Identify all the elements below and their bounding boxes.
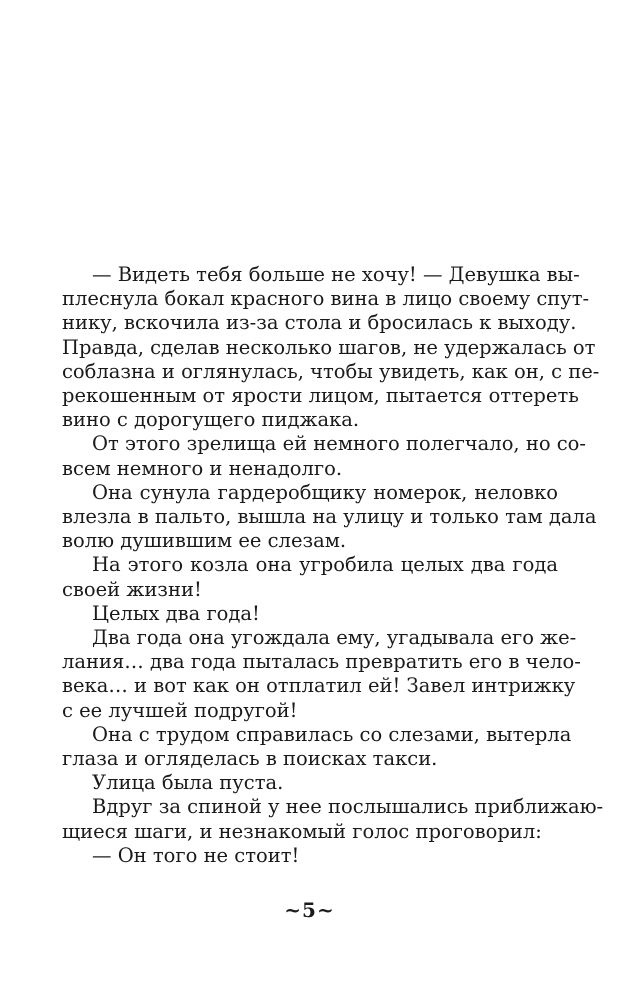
text-line: Она с трудом справилась со слезами, вытерла (92, 722, 572, 746)
text-line: своей жизни! (62, 577, 202, 601)
paragraph (62, 844, 558, 868)
paragraph (62, 771, 558, 795)
text-line: века… и вот как он отплатил ей! Завел интрижку (62, 674, 576, 698)
body-text (62, 263, 604, 868)
paragraph (62, 626, 581, 723)
text-line: волю душившим ее слезам. (62, 529, 347, 553)
text-line: глаза и огляделась в поисках такси. (62, 747, 438, 771)
text-line: Правда, сделав несколько шагов, не удержалась от (62, 335, 596, 359)
text-line: Она сунула гардеробщику номерок, неловко (92, 480, 558, 504)
paragraph (62, 602, 558, 626)
text-line: Улица была пуста. (92, 771, 284, 795)
text-line: На этого козла она угробила целых два года (92, 553, 558, 577)
text-line: Целых два года! (92, 601, 260, 625)
paragraph (62, 432, 587, 480)
paragraph (62, 795, 604, 843)
text-line: рекошенным от ярости лицом, пытается оттереть (62, 384, 579, 408)
paragraph (62, 263, 600, 432)
text-line: — Он того не стоит! (92, 843, 300, 867)
paragraph (62, 553, 558, 601)
text-line: влезла в пальто, вышла на улицу и только там дала (62, 505, 597, 529)
text-line: щиеся шаги, и незнакомый голос проговорил: (62, 819, 542, 843)
text-line: вино с дорогущего пиджака. (62, 408, 360, 432)
text-line: плеснула бокал красного вина в лицо своему спут- (62, 287, 590, 311)
text-line: Два года она угождала ему, угадывала его же- (92, 626, 577, 650)
text-line: Вдруг за спиной у нее послышались приближаю- (92, 795, 604, 819)
page-number: ~5~ (284, 898, 335, 922)
text-line: лания… два года пыталась превратить его в чело- (62, 650, 581, 674)
paragraph (62, 480, 597, 554)
paragraph (62, 722, 572, 771)
text-line: От этого зрелища ей немного полегчало, но со- (92, 432, 587, 456)
text-line: с ее лучшей подругой! (62, 698, 298, 722)
text-line: — Видеть тебя больше не хочу! — Девушка вы- (92, 263, 580, 286)
text-line: нику, вскочила из-за стола и бросилась к выходу. (62, 311, 577, 335)
text-line: всем немного и ненадолго. (62, 456, 343, 480)
text-line: соблазна и оглянулась, чтобы увидеть, как он, с пе- (62, 359, 600, 383)
